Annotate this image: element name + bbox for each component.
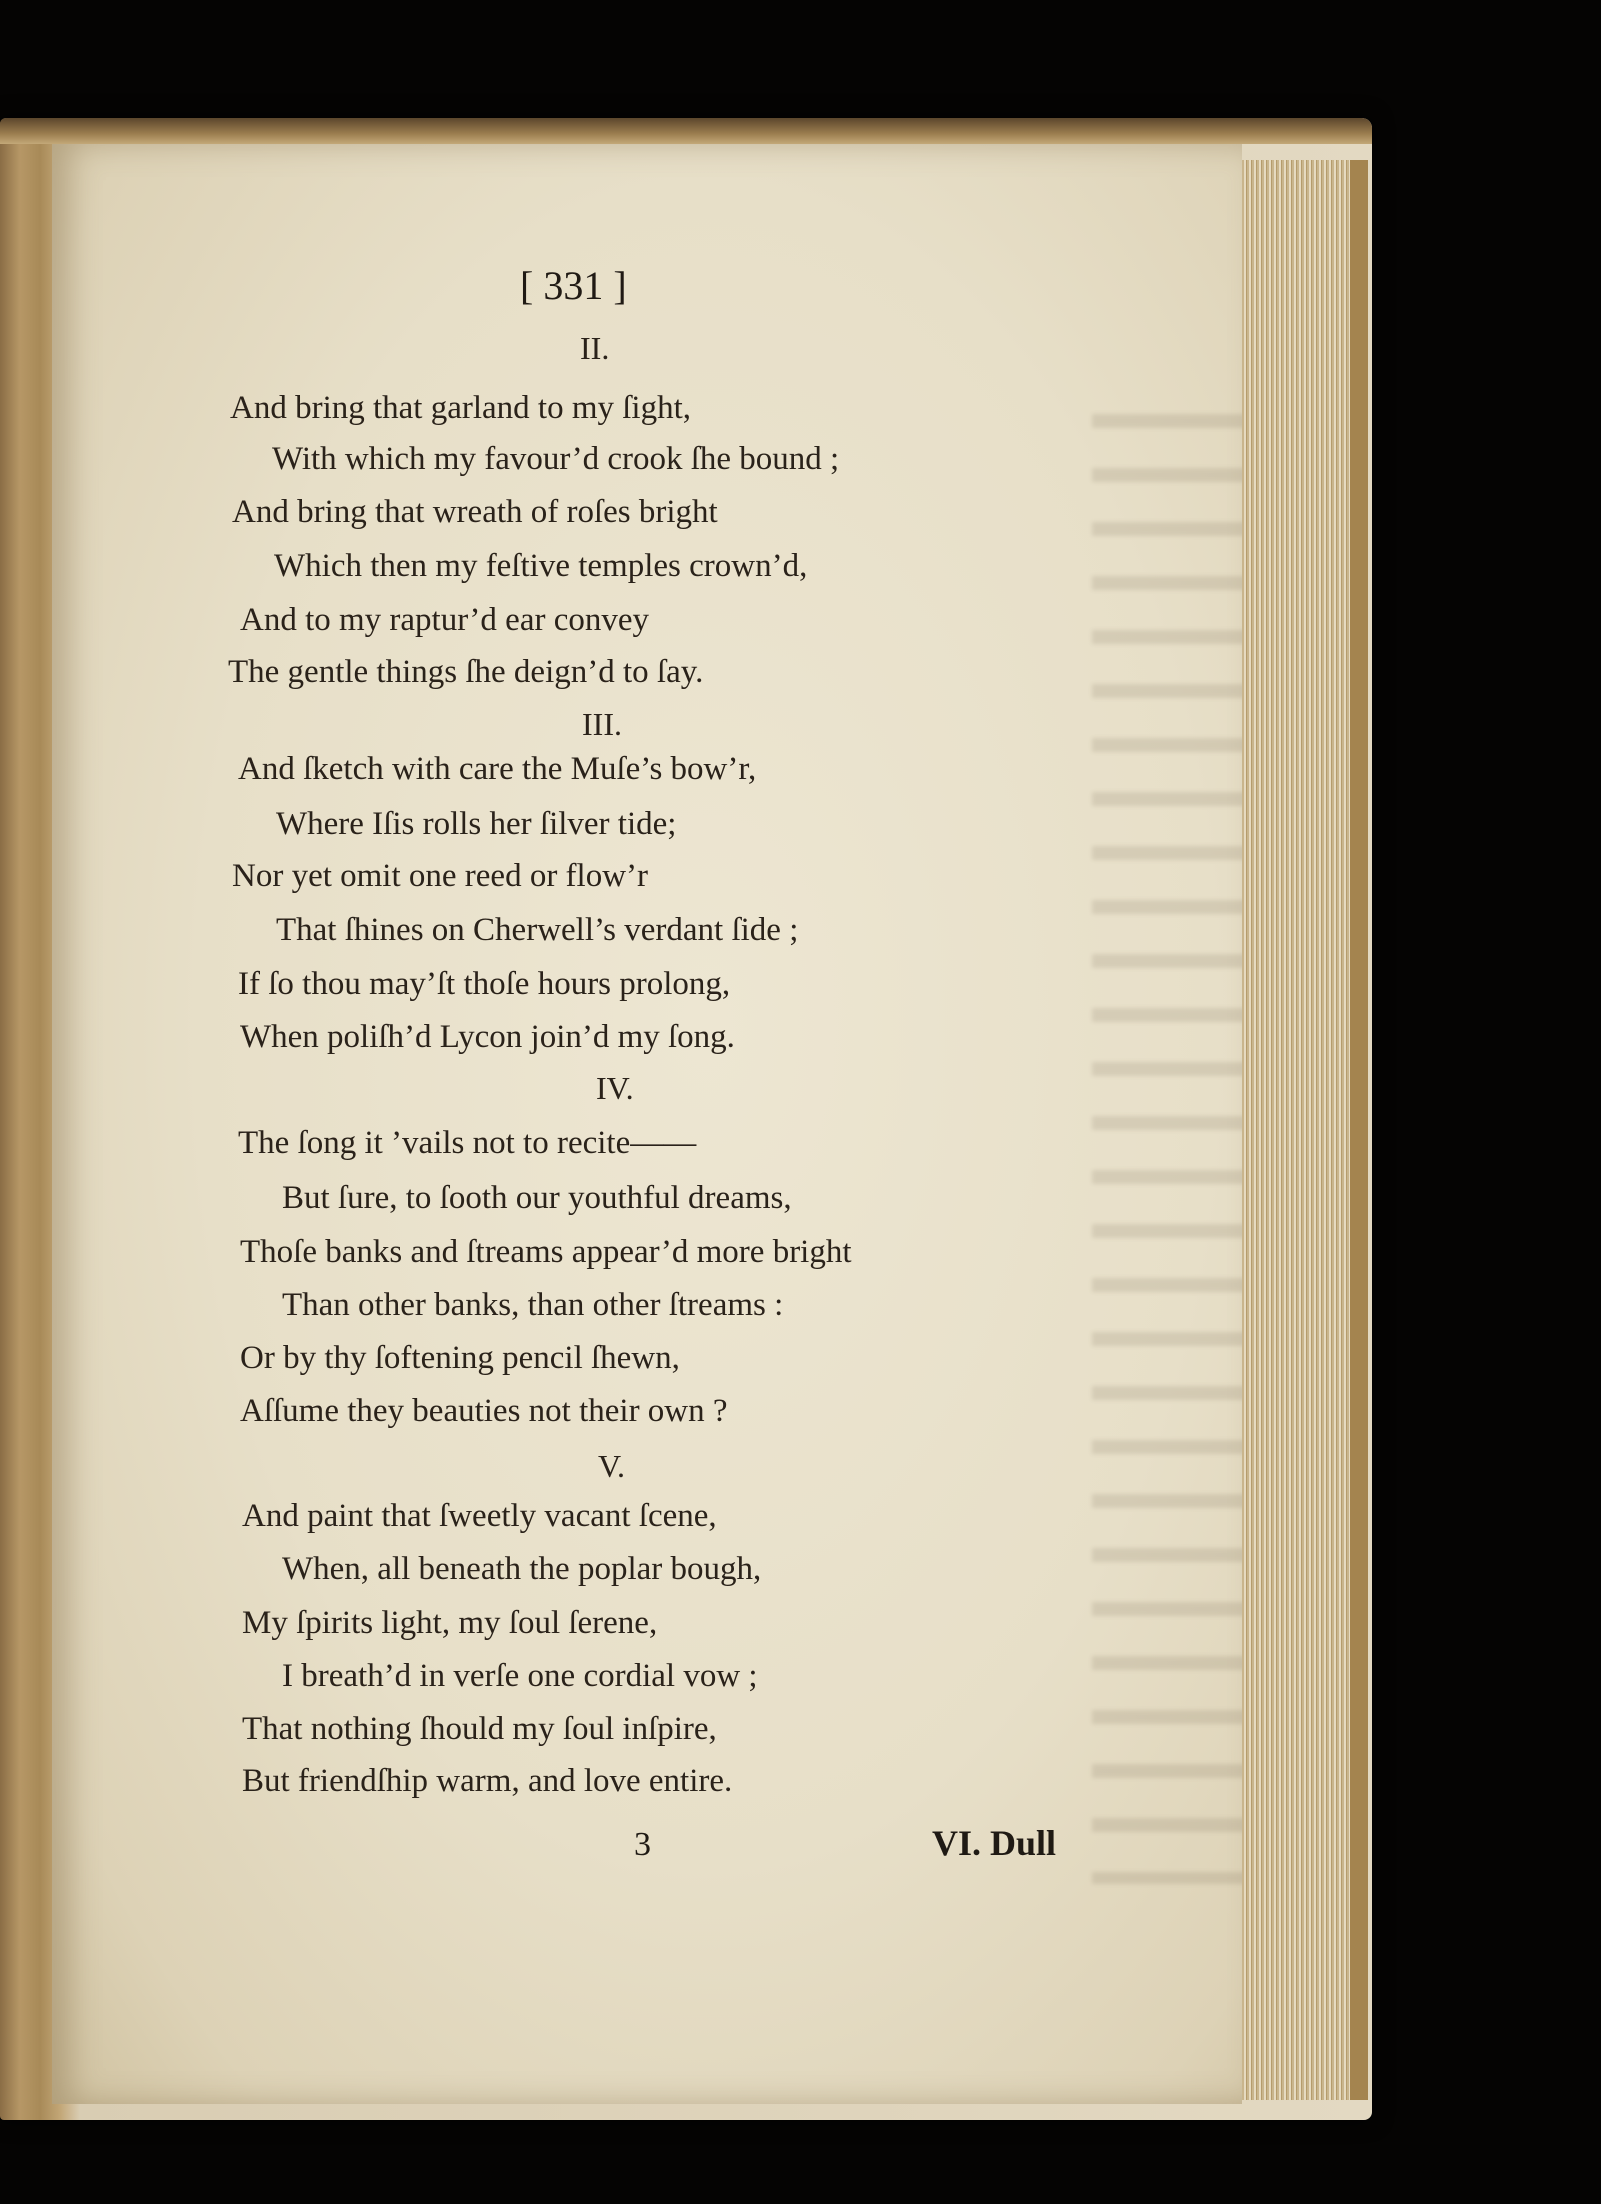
poem-line: That nothing ſhould my ſoul inſpire, (242, 1711, 717, 1747)
page-edges (1242, 160, 1368, 2100)
poem-line: And ſketch with care the Muſe’s bow’r, (238, 751, 757, 787)
poem-line: I breath’d in verſe one cordial vow ; (282, 1658, 758, 1694)
stanza-numeral: III. (582, 706, 622, 742)
poem-line: That ſhines on Cherwell’s verdant ſide ; (276, 912, 799, 948)
catchword: VI. Dull (932, 1823, 1057, 1863)
signature-mark: 3 (634, 1826, 651, 1863)
poem-line: With which my favour’d crook ſhe bound ; (272, 441, 840, 477)
stanza-numeral: II. (580, 330, 610, 366)
poem-line: When poliſh’d Lycon join’d my ſong. (240, 1019, 735, 1055)
poem-line: The gentle things ſhe deign’d to ſay. (228, 654, 704, 690)
poem-line: When, all beneath the poplar bough, (282, 1551, 762, 1587)
poem-line: Where Iſis rolls her ſilver tide; (276, 806, 677, 842)
poem-line: My ſpirits light, my ſoul ſerene, (242, 1605, 658, 1641)
poem-line: Or by thy ſoftening pencil ſhewn, (240, 1340, 680, 1376)
poem-line: But friendſhip warm, and love entire. (242, 1763, 733, 1799)
poem-line: Than other banks, than other ſtreams : (282, 1287, 784, 1323)
poem-line: If ſo thou may’ſt thoſe hours prolong, (238, 966, 731, 1002)
poem-line: And paint that ſweetly vacant ſcene, (242, 1498, 717, 1534)
poem-line: But ſure, to ſooth our youthful dreams, (282, 1180, 792, 1216)
poem-line: And bring that wreath of roſes bright (232, 494, 718, 530)
poem-line: Which then my feſtive temples crown’d, (274, 548, 808, 584)
poem-line: Aſſume they beauties not their own ? (240, 1393, 728, 1429)
poem-line: Thoſe banks and ſtreams appear’d more bright (240, 1234, 852, 1270)
poem-line: Nor yet omit one reed or flow’r (232, 858, 649, 894)
book-page (52, 144, 1242, 2104)
book-cover-top-edge (0, 118, 1372, 144)
poem-line: And bring that garland to my ſight, (230, 390, 692, 426)
stanza-numeral: IV. (596, 1070, 634, 1106)
poem-line: And to my raptur’d ear convey (240, 602, 650, 638)
poem-line: The ſong it ’vails not to recite—— (238, 1125, 697, 1161)
page-number-header: [ 331 ] (520, 263, 627, 308)
stanza-numeral: V. (598, 1448, 625, 1484)
